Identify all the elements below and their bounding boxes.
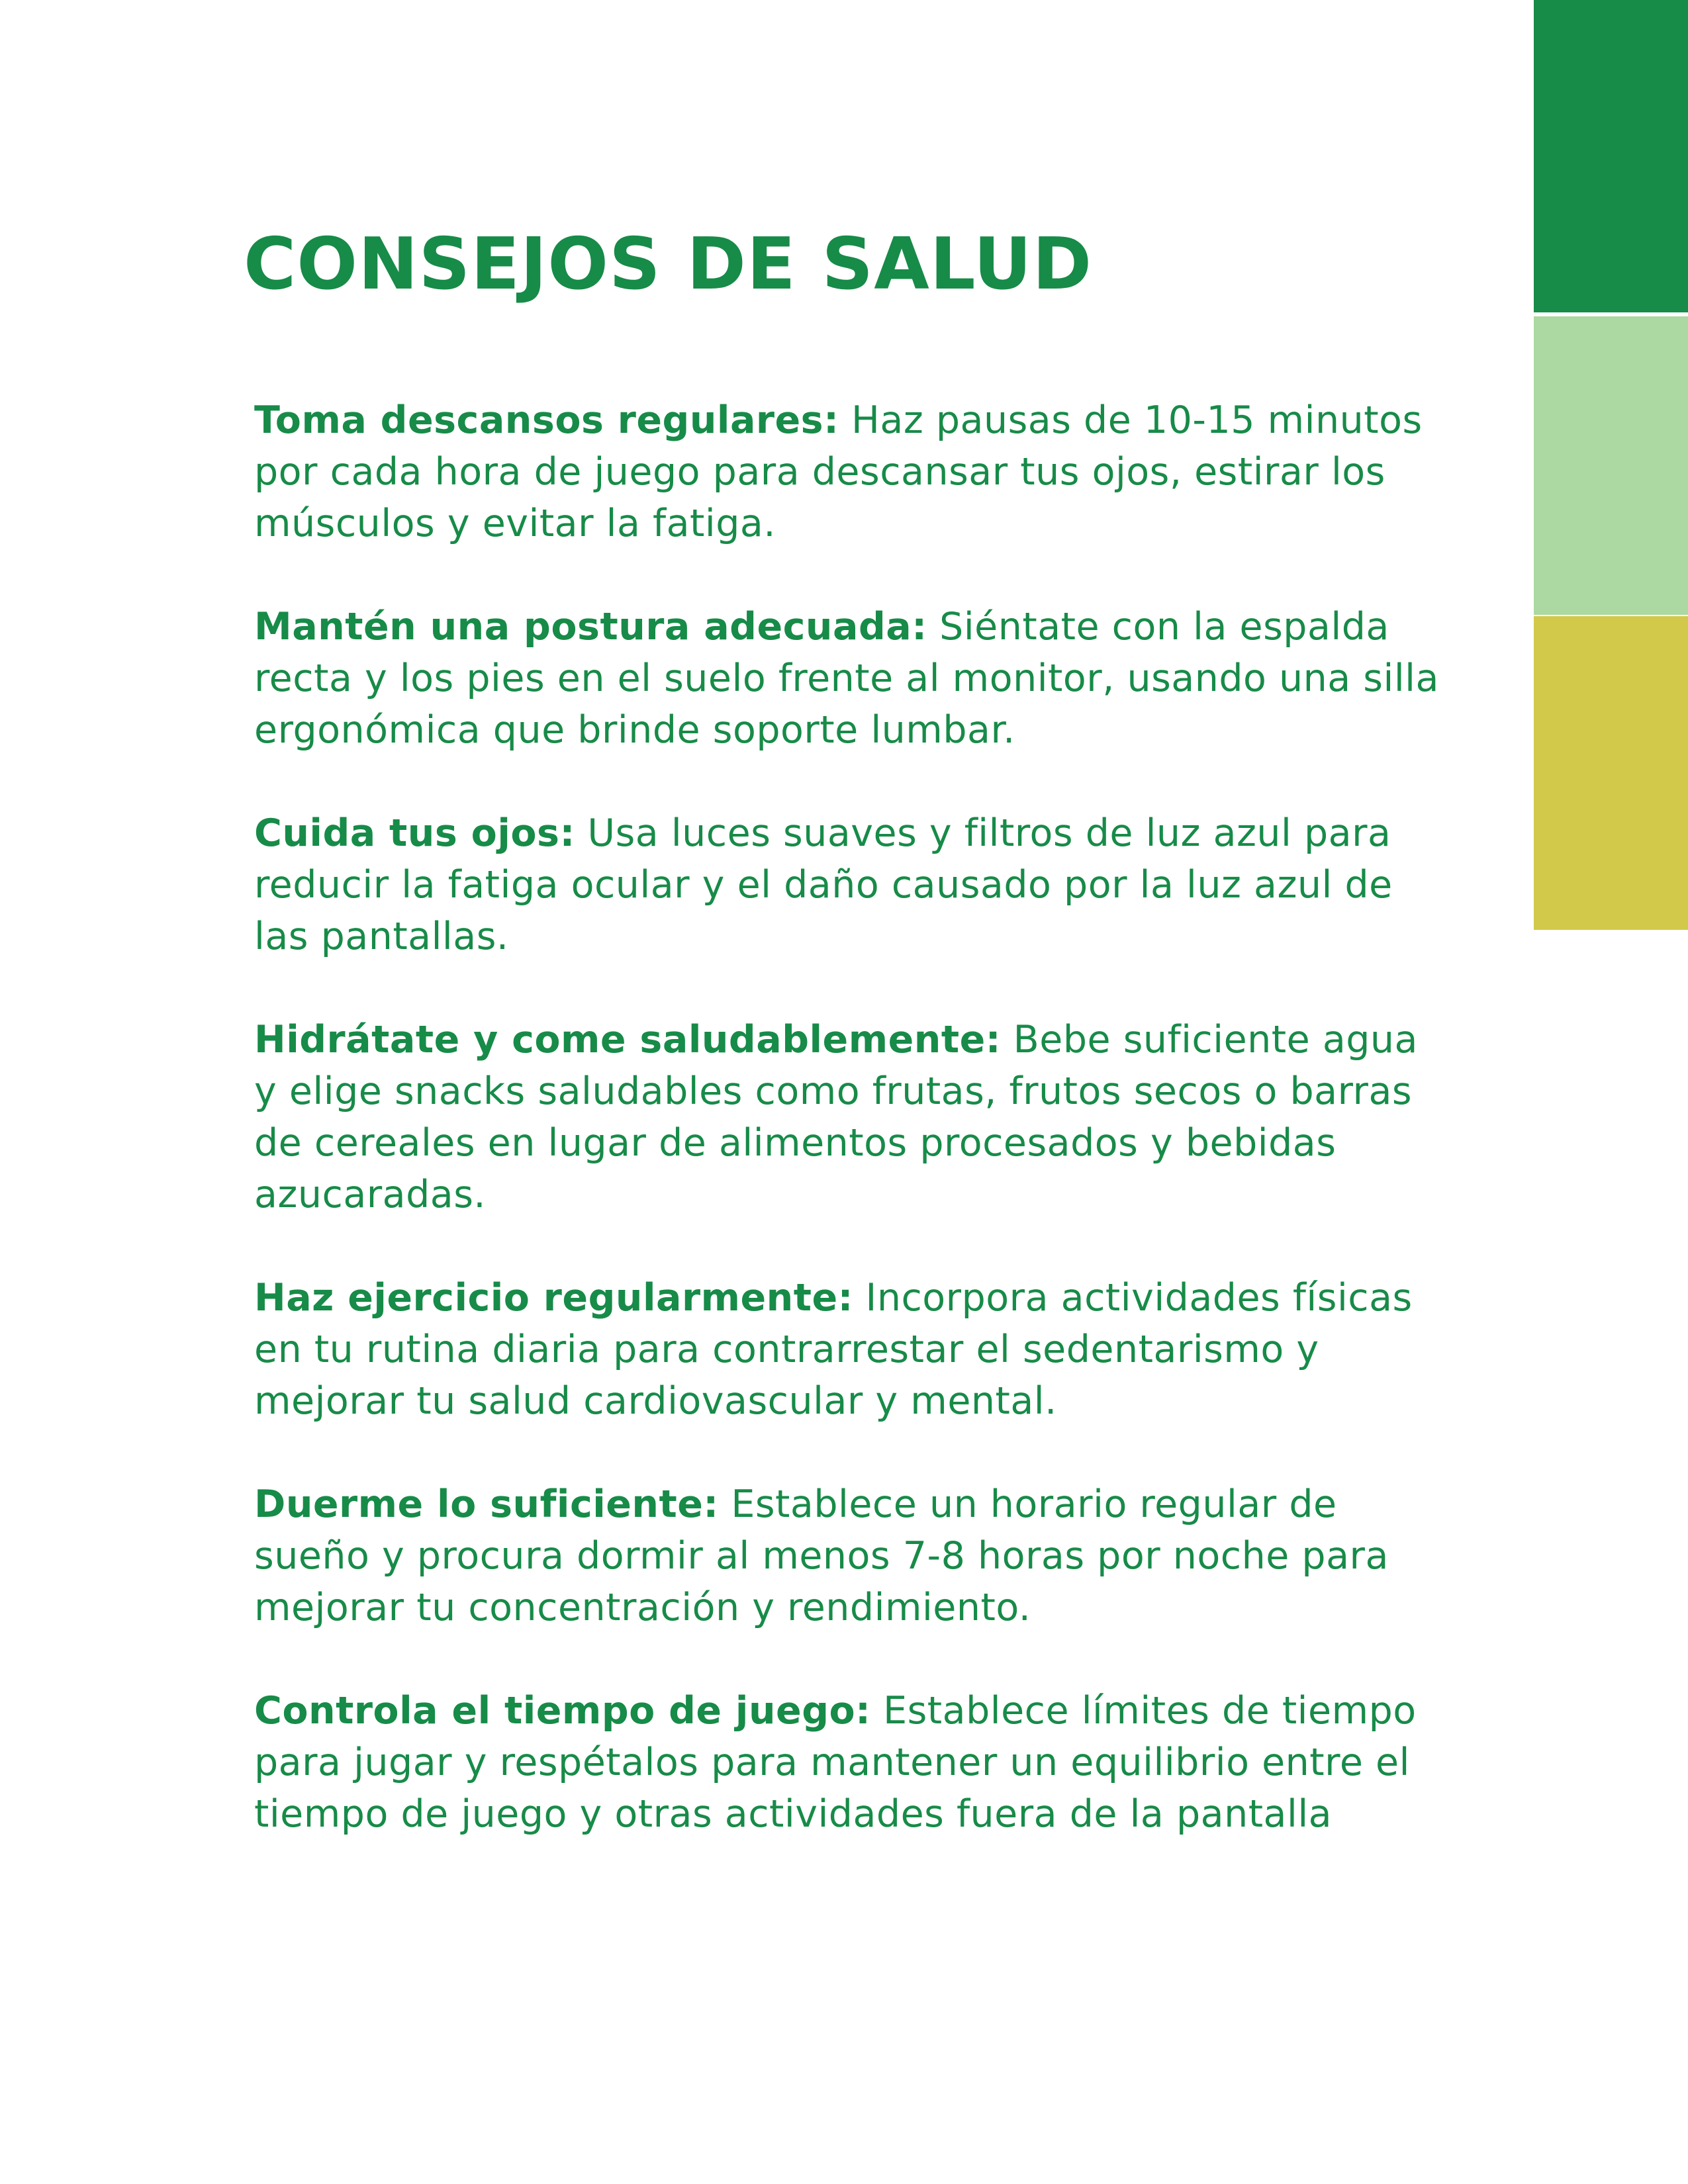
tip-heading: Haz ejercicio regularmente: <box>254 1276 853 1320</box>
tip-body: Establece un horario regular de sueño y procura dormir al menos 7-8 horas por noche para mejorar tu concentración y rendimiento. <box>254 1482 1389 1629</box>
tip-heading: Cuida tus ojos: <box>254 811 575 855</box>
tip-body: Establece límites de tiempo para jugar y respétalos para mantener un equilibrio entre el tiempo de juego y otras actividades fuera de la pantalla <box>254 1689 1417 1836</box>
decorative-bar-light-green <box>1534 316 1688 615</box>
decorative-bar-dark-green <box>1534 0 1688 312</box>
tip-body: Haz pausas de 10-15 minutos por cada hora de juego para descansar tus ojos, estirar los músculos y evitar la fatiga. <box>254 398 1423 545</box>
tip-eyes <box>254 807 1439 962</box>
tip-body: Usa luces suaves y filtros de luz azul para reducir la fatiga ocular y el daño causado por la luz azul de las pantallas. <box>254 811 1393 958</box>
tip-body: Siéntate con la espalda recta y los pies en el suelo frente al monitor, usando una silla ergonómica que brinde soporte lumbar. <box>254 605 1439 752</box>
tip-heading: Mantén una postura adecuada: <box>254 605 927 649</box>
tip-body: Bebe suficiente agua y elige snacks saludables como frutas, frutos secos o barras de cereales en lugar de alimentos procesados y bebidas azucaradas. <box>254 1018 1418 1216</box>
tip-game-time <box>254 1685 1439 1840</box>
tip-heading: Hidrátate y come saludablemente: <box>254 1018 1002 1062</box>
tip-heading: Toma descansos regulares: <box>254 398 839 442</box>
health-tips-list <box>254 394 1439 1840</box>
tip-heading: Controla el tiempo de juego: <box>254 1689 871 1733</box>
page-title: CONSEJOS DE SALUD <box>244 223 1093 306</box>
tip-sleep <box>254 1479 1439 1633</box>
tip-posture <box>254 601 1439 756</box>
tip-heading: Duerme lo suficiente: <box>254 1482 719 1526</box>
tip-body: Incorpora actividades físicas en tu rutina diaria para contrarrestar el sedentarismo y mejorar tu salud cardiovascular y mental. <box>254 1276 1413 1423</box>
tip-exercise <box>254 1272 1439 1427</box>
tip-hydration <box>254 1014 1439 1220</box>
tip-breaks <box>254 394 1439 549</box>
decorative-bar-yellow-green <box>1534 616 1688 930</box>
